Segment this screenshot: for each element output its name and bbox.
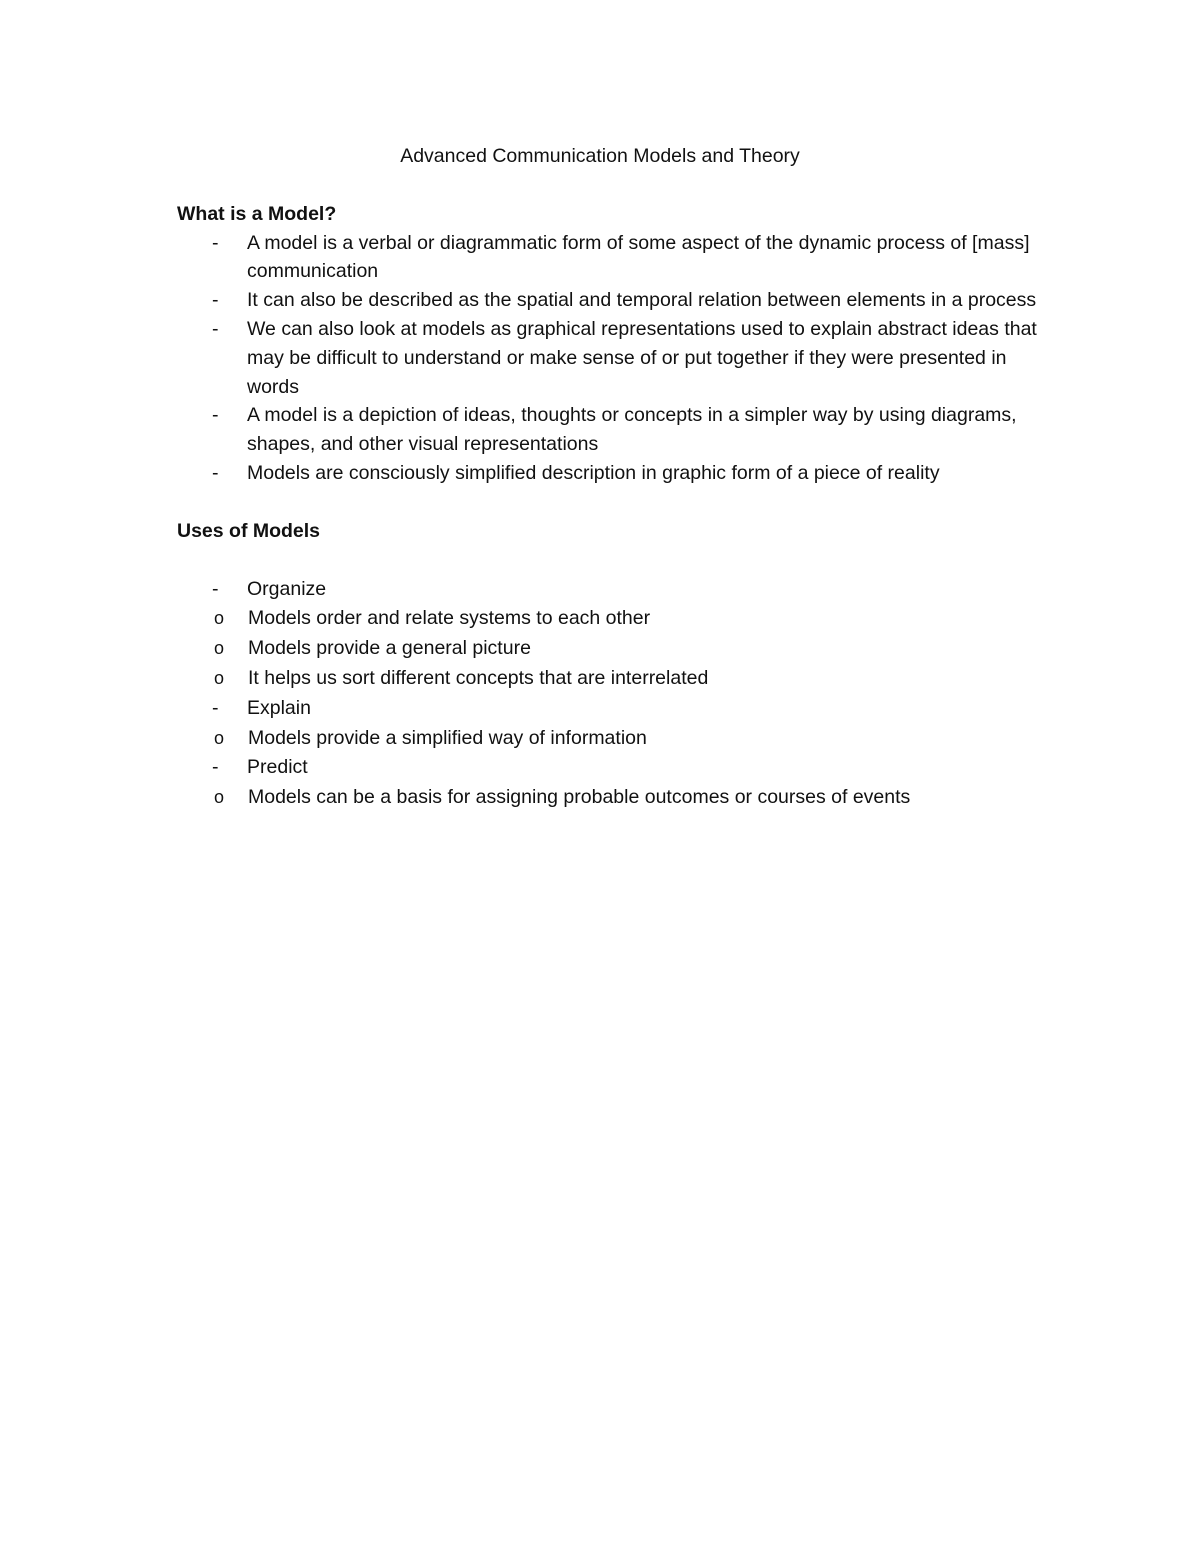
dash-bullet: - <box>212 231 219 254</box>
section-spacer <box>177 488 1037 517</box>
list-item-text: It can also be described as the spatial and temporal relation between elements in a process <box>247 289 1037 312</box>
circle-bullet: o <box>214 667 225 688</box>
list-item-label: Predict <box>247 756 308 779</box>
list-item-text: A model is a verbal or diagrammatic form of some aspect of the dynamic process of [mass] communication <box>247 231 1030 283</box>
model-definition-list <box>177 229 1037 488</box>
organize-sublist <box>177 604 1037 692</box>
list-item <box>177 315 1037 401</box>
explain-sublist <box>177 724 1037 753</box>
list-item <box>177 459 1037 488</box>
list-item-text: Models are consciously simplified description in graphic form of a piece of reality <box>247 461 940 484</box>
sub-list-item-text: Models provide a general picture <box>248 637 531 660</box>
sub-list-item <box>177 724 1037 753</box>
sub-list-item-text: Models can be a basis for assigning probable outcomes or courses of events <box>248 786 911 809</box>
list-item-text: A model is a depiction of ideas, thoughts or concepts in a simpler way by using diagrams, shapes, and other visual representations <box>247 404 1017 456</box>
dash-bullet: - <box>212 577 219 600</box>
dash-bullet: - <box>212 756 219 779</box>
list-item-label: Organize <box>247 577 327 600</box>
sub-list-item-text: Models provide a simplified way of information <box>248 726 647 749</box>
list-item-explain <box>177 694 1037 723</box>
circle-bullet: o <box>214 638 225 659</box>
sub-list-item <box>177 604 1037 633</box>
list-item <box>177 229 1037 287</box>
section-heading-what-is-a-model: What is a Model? <box>177 202 337 225</box>
list-item-organize <box>177 575 1037 604</box>
uses-of-models-list <box>177 575 1037 812</box>
dash-bullet: - <box>212 404 219 427</box>
document-body <box>177 142 1037 813</box>
list-item-text: We can also look at models as graphical representations used to explain abstract ideas that may be difficult to understand or make sense of or put together if they were presented in words <box>247 317 1037 398</box>
sub-list-item <box>177 634 1037 663</box>
dash-bullet: - <box>212 289 219 312</box>
dash-bullet: - <box>212 461 219 484</box>
sublist-container <box>177 783 1037 812</box>
circle-bullet: o <box>214 608 225 629</box>
dash-bullet: - <box>212 317 219 340</box>
document-title: Advanced Communication Models and Theory <box>400 145 800 167</box>
list-item-predict <box>177 753 1037 782</box>
sub-list-item-text: It helps us sort different concepts that are interrelated <box>248 666 709 689</box>
dash-bullet: - <box>212 696 219 719</box>
circle-bullet: o <box>214 787 225 808</box>
list-item <box>177 401 1037 459</box>
sublist-container <box>177 724 1037 753</box>
sublist-container <box>177 604 1037 692</box>
circle-bullet: o <box>214 727 225 748</box>
section-heading-uses-of-models: Uses of Models <box>177 519 321 542</box>
sub-list-item <box>177 664 1037 693</box>
list-item <box>177 286 1037 315</box>
list-item-label: Explain <box>247 696 311 719</box>
predict-sublist <box>177 783 1037 812</box>
sub-list-item <box>177 783 1037 812</box>
sub-list-item-text: Models order and relate systems to each other <box>248 607 651 630</box>
